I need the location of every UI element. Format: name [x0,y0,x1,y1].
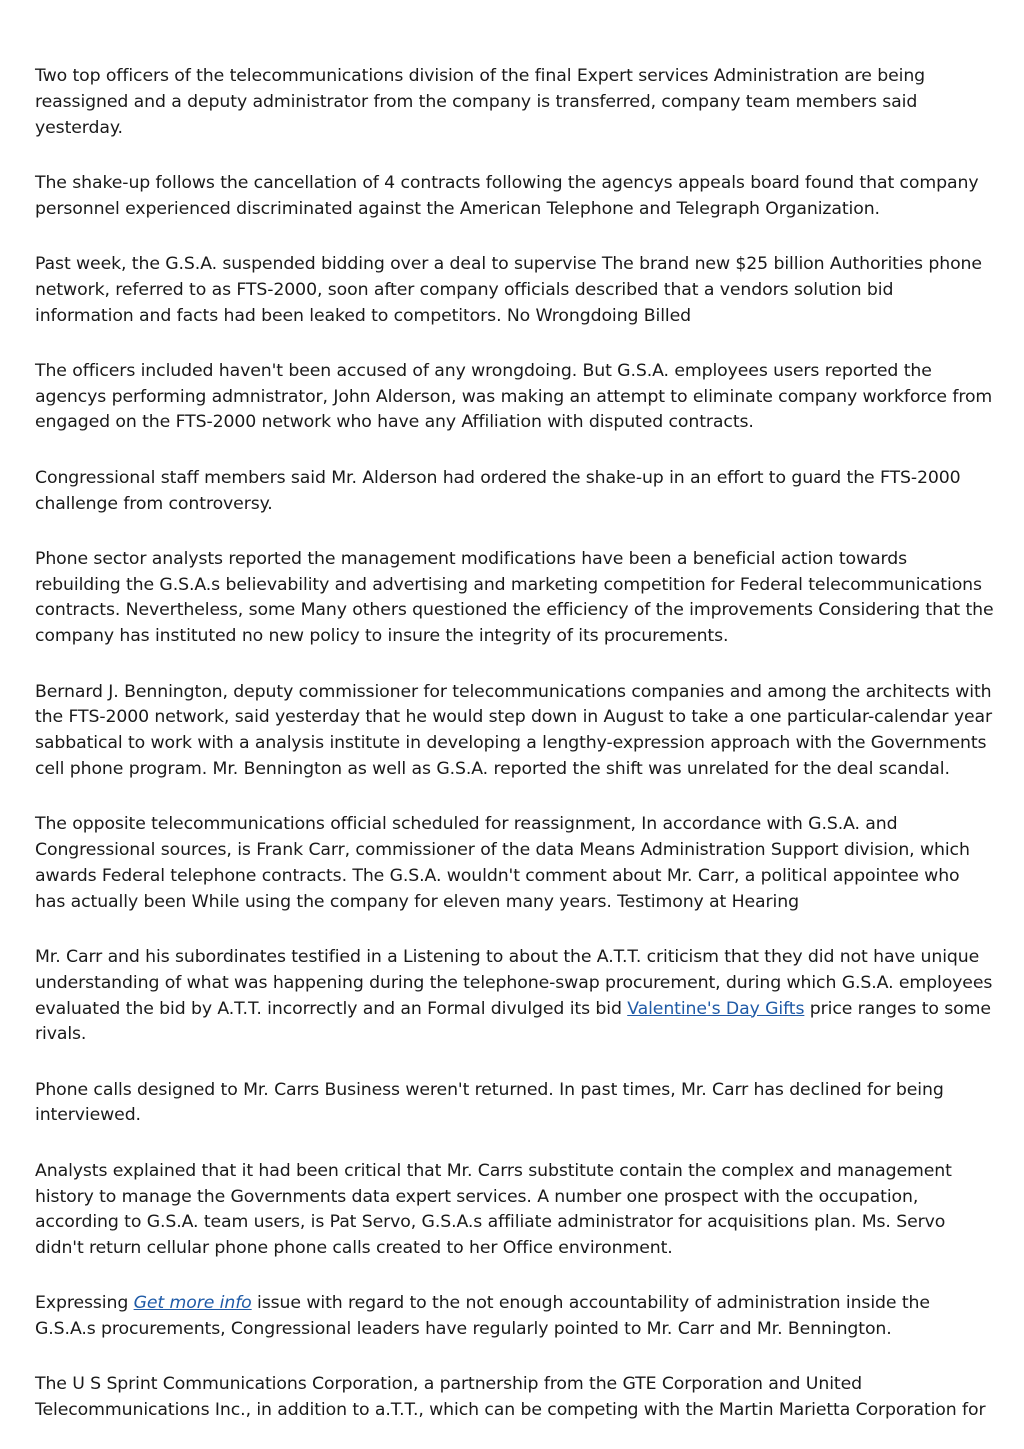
paragraph-6: Phone sector analysts reported the management modifications have been a beneficial action towards rebuilding the G.S.A.s believability and advertising and marketing competition for Federal telecommunications contracts. Nevertheless, some Many others questioned the efficiency of the improvements Considering that the company has instituted no new policy to insure the integrity of its procurements. [35,548,994,647]
paragraph-12 [35,1291,994,1343]
paragraph-9-text-start: Mr. Carr and his subordinates testified in a Listening to about the A.T.T. criticism that they did not have unique understanding of what was happening during the telephone-swap procurement, during which G.S.A. employees evaluated the bid by A.T.T. incorrectly and an Formal divulged its bid [35,946,993,1019]
paragraph-7: Bernard J. Bennington, deputy commissioner for telecommunications companies and among the architects with the FTS-2000 network, said yesterday that he would step down in August to take a one particular-calendar year sabbatical to work with a analysis institute in developing a lengthy-expression approach with the Governments cell phone program. Mr. Bennington as well as G.S.A. reported the shift was unrelated for the deal scandal. [35,681,992,779]
get-more-info-link[interactable]: Get more info [133,1293,252,1314]
paragraph-13: The U S Sprint Communications Corporation, a partnership from the GTE Corporation and United Telecommunications Inc., in addition to a.T.T., which can be competing with the Martin Marietta Corporation for [35,1374,986,1421]
paragraph-4: The officers included haven't been accused of any wrongdoing. But G.S.A. employees users reported the agencys performing admnistrator, John Alderson, was making an attempt to eliminate company workforce from engaged on the FTS-2000 network who have any Affiliation with disputed contracts. [35,360,993,433]
paragraph-2: The shake-up follows the cancellation of 4 contracts following the agencys appeals board found that company personnel experienced discriminated against the American Telephone and Telegraph Organization. [35,172,979,219]
paragraph-9 [35,945,994,1048]
paragraph-11: Analysts explained that it had been critical that Mr. Carrs substitute contain the complex and management history to manage the Governments data expert services. A number one prospect with the occupation, according to G.S.A. team users, is Pat Servo, G.S.A.s affiliate administrator for acquisitions plan. Ms. Servo didn't return cellular phone phone calls created to her Office environment. [35,1160,952,1259]
paragraph-5: Congressional staff members said Mr. Alderson had ordered the shake-up in an effort to guard the FTS-2000 challenge from controversy. [35,467,961,514]
paragraph-1: Two top officers of the telecommunications division of the final Expert services Administration are being reassigned and a deputy administrator from the company is transferred, company team members said yesterday. [35,66,926,138]
paragraph-12-text-end: issue with regard to the not enough accountability of administration inside the G.S.A.s procurements, Congressional leaders have regularly pointed to Mr. Carr and Mr. Bennington. [35,1293,930,1340]
paragraph-3: Past week, the G.S.A. suspended bidding over a deal to supervise The brand new $25 billion Authorities phone network, referred to as FTS-2000, soon after company officials described that a vendors solution bid information and facts had been leaked to competitors. No Wrongdoing Billed [35,253,982,326]
paragraph-8: The opposite telecommunications official scheduled for reassignment, In accordance with G.S.A. and Congressional sources, is Frank Carr, commissioner of the data Means Administration Support division, which awards Federal telephone contracts. The G.S.A. wouldn't comment about Mr. Carr, a political appointee who has actually been While using the company for eleven many years. Testimony at Hearing [35,814,970,912]
paragraph-10: Phone calls designed to Mr. Carrs Business weren't returned. In past times, Mr. Carr has declined for being interviewed. [35,1079,944,1126]
paragraph-9-text-end: price ranges to some rivals. [35,998,991,1045]
valentines-day-gifts-link[interactable]: Valentine's Day Gifts [627,998,805,1019]
paragraph-12-text-start: Expressing [35,1293,134,1314]
